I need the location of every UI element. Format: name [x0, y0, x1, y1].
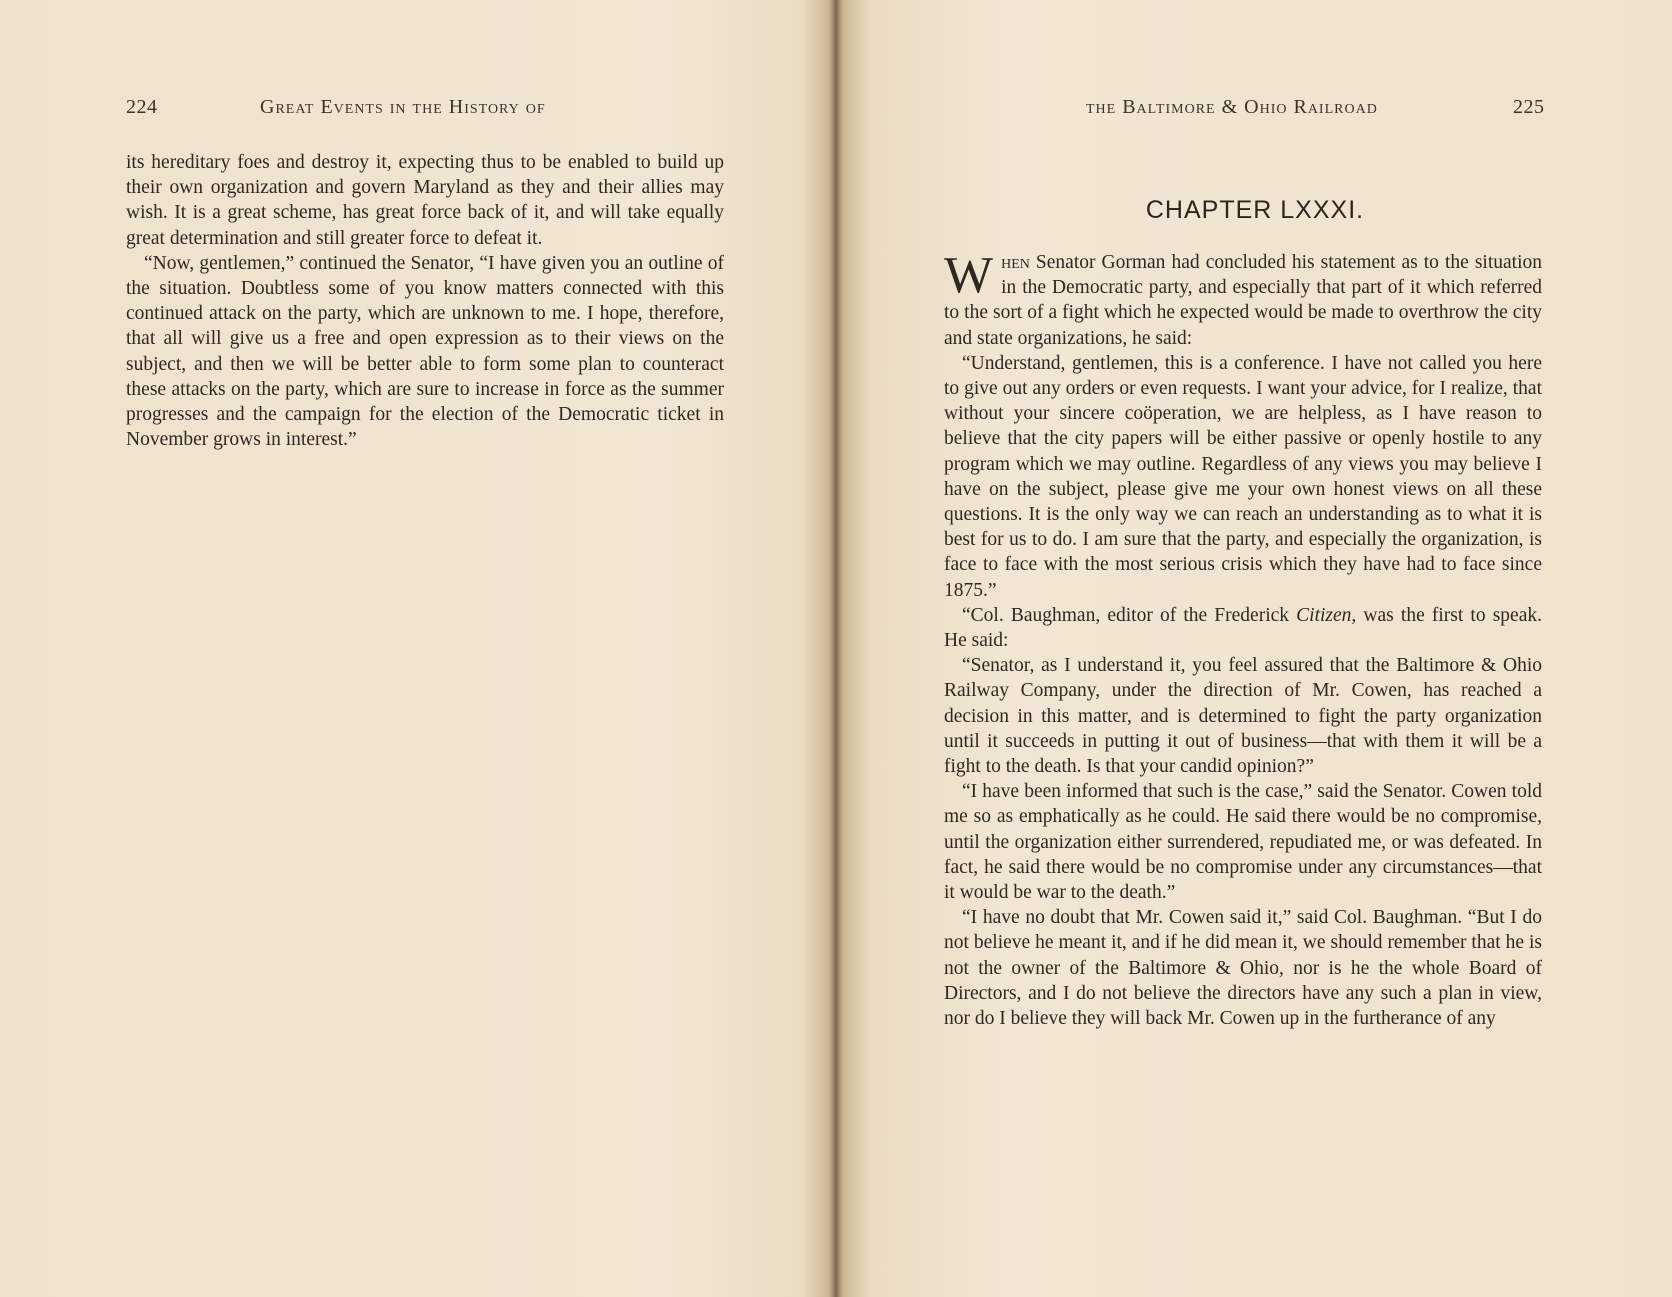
drop-cap: W	[944, 247, 994, 304]
right-paragraph: “I have been informed that such is the case,” said the Senator. Cowen told me so as emphatically as he could. He said there would be no compromise, until the organization either surrendered, repudiated me, or was defeated. In fact, he said there would be no compromise under any circumstances—that it would be war to the death.”	[944, 781, 1542, 904]
opening-paragraph	[944, 247, 1542, 351]
baughman-intro-paragraph	[944, 603, 1542, 653]
chapter-title: CHAPTER LXXXI.	[1145, 196, 1365, 224]
right-body-text	[944, 247, 1542, 1031]
opening-paragraph-text: Senator Gorman had concluded his statement as to the situation in the Democratic party, and especially that part of it which referred to the sort of a fight which he expected would be made to overthrow the city and state organizations, he said:	[944, 252, 1542, 349]
right-page-number: 225	[1513, 96, 1545, 118]
left-body-text	[126, 150, 724, 452]
left-paragraph: “Now, gentlemen,” continued the Senator, “I have given you an outline of the situation. Doubtless some of you know matters connected with this continued attack on the party, which are unknown to me. I hope, therefore, that all will give us a free and open expression as to their views on the subject, and then we will be better able to form some plan to counteract these attacks on the party, which are sure to increase in force as the summer progresses and the campaign for the election of the Democratic ticket in November grows in interest.”	[126, 252, 724, 451]
left-paragraph: its hereditary foes and destroy it, expecting thus to be enabled to build up their own organization and govern Maryland as they and their allies may wish. It is a great scheme, has great force back of it, and will take equally great determination and still greater force to defeat it.	[126, 152, 724, 249]
newspaper-name: Citizen,	[1296, 604, 1357, 626]
left-page	[0, 0, 834, 1297]
left-running-head: Great Events in the History of	[260, 96, 546, 118]
left-page-number: 224	[126, 96, 158, 118]
baughman-intro-before: “Col. Baughman, editor of the Frederick	[962, 604, 1297, 626]
right-paragraph: “Senator, as I understand it, you feel assured that the Baltimore & Ohio Railway Company, under the direction of Mr. Cowen, has reached a decision in this matter, and is determined to fight the party organization until it succeeds in putting it out of business—that with them it will be a fight to the death. Is that your candid opinion?”	[944, 655, 1542, 778]
right-running-head: the Baltimore & Ohio Railroad	[1086, 96, 1378, 118]
baughman-intro-after: was the first to speak. He said:	[944, 604, 1542, 652]
opening-word-rest: hen	[1001, 252, 1030, 273]
right-paragraph: “I have no doubt that Mr. Cowen said it,” said Col. Baughman. “But I do not believe he meant it, and if he did mean it, we should remember that he is not the owner of the Baltimore & Ohio, nor is he the whole Board of Directors, and I do not believe the directors have any such a plan in view, nor do I believe they will back Mr. Cowen up in the furtherance of any	[944, 907, 1542, 1030]
right-paragraph: “Understand, gentlemen, this is a conference. I have not called you here to give out any orders or even requests. I want your advice, for I realize, that without your sincere coöperation, we are helpless, as I have reason to believe that the city papers will be either passive or openly hostile to any program which we may outline. Regardless of any views you may believe I have on the subject, please give me your own honest views on all these questions. It is the only way we can reach an understanding as to what it is best for us to do. I am sure that the party, and especially the organization, is face to face with the most serious crisis which they have had to face since 1875.”	[944, 352, 1542, 601]
right-page	[838, 0, 1672, 1297]
